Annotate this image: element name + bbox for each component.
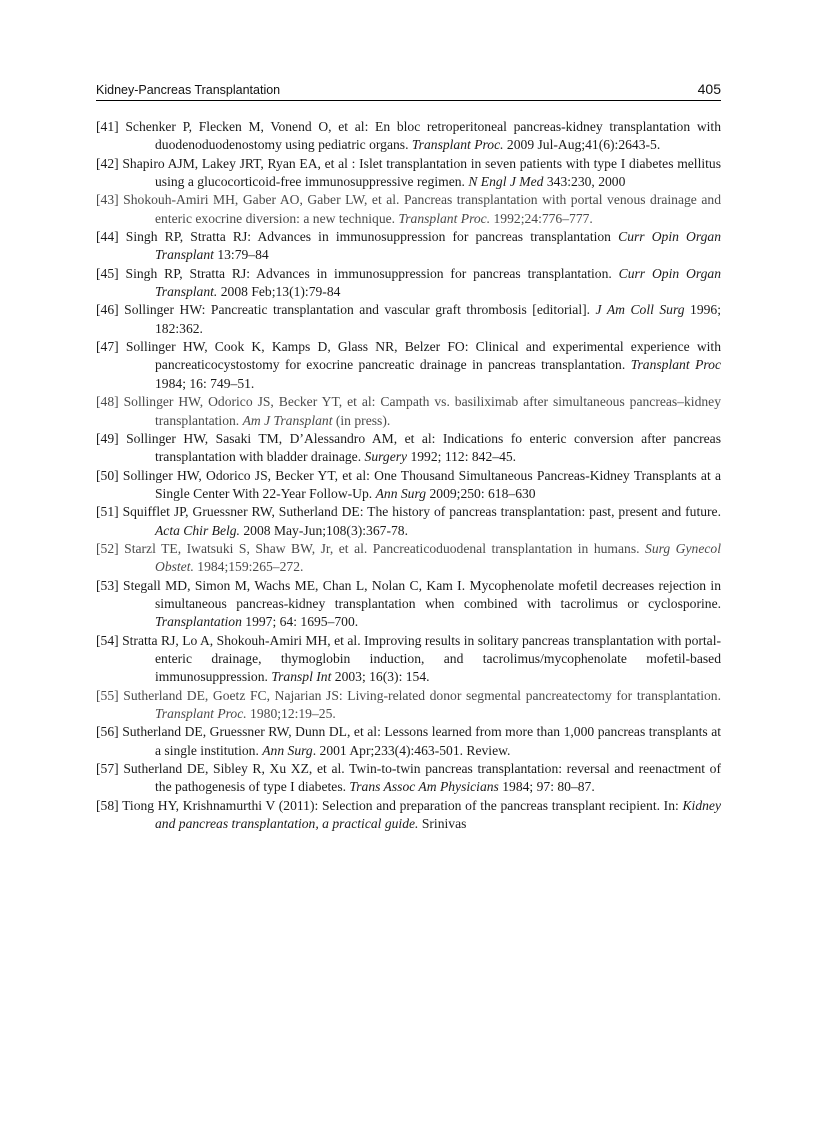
reference-text: 1996; 182:362. xyxy=(155,302,722,336)
running-header xyxy=(96,80,721,101)
reference-text: 1992;24:776–777. xyxy=(490,210,593,226)
reference-number: [42] xyxy=(96,155,123,171)
reference-text: 1980;12:19–25. xyxy=(246,706,336,721)
reference-text: Sollinger HW, Odorico JS, Becker YT, et al: One Thousand Simultaneous Pancreas-Kidney Transplants at a Single Center With 22-Year Follow-Up. xyxy=(122,467,721,501)
journal-title: Am J Transplant xyxy=(242,412,333,428)
journal-title: Transplant Proc. xyxy=(411,137,504,153)
journal-title: Acta Chir Belg. xyxy=(155,522,240,538)
reference-number: [44] xyxy=(96,229,126,245)
journal-title: Transplant Proc xyxy=(630,357,721,373)
reference-text: . 2001 Apr;233(4):463-501. Review. xyxy=(312,742,511,758)
reference-text: 13:79–84 xyxy=(213,247,269,263)
reference-text: Squifflet JP, Gruessner RW, Sutherland DE: The history of pancreas transplantation: past, present and future. xyxy=(122,504,721,520)
reference-text: Sutherland DE, Sibley R, Xu XZ, et al. Twin-to-twin pancreas transplantation: reversal and reenactment of the pathogenesis of type I diabetes. xyxy=(123,761,722,795)
reference-text: Shapiro AJM, Lakey JRT, Ryan EA, et al : Islet transplantation in seven patients with type I diabetes mellitus using a glucocorticoid-free immunosuppressive regimen. xyxy=(122,155,721,190)
reference-item xyxy=(96,540,721,577)
reference-item xyxy=(96,760,721,797)
journal-title: Ann Surg xyxy=(375,485,427,501)
reference-list xyxy=(96,118,721,833)
reference-item xyxy=(96,723,721,760)
journal-title: Surgery xyxy=(364,449,408,465)
reference-number: [53] xyxy=(96,577,124,593)
reference-text: 1984;159:265–272. xyxy=(193,559,304,575)
reference-text: Tiong HY, Krishnamurthi V (2011): Selection and preparation of the pancreas transplant recipient. In: xyxy=(122,797,683,813)
journal-title: Curr Opin Organ Transplant xyxy=(155,229,722,263)
header-title: Kidney-Pancreas Transplantation xyxy=(96,83,281,97)
reference-text: Srinivas xyxy=(418,816,467,832)
reference-text: 1984; 16: 749–51. xyxy=(155,375,255,391)
reference-text: Sutherland DE, Goetz FC, Najarian JS: Living-related donor segmental pancreatectomy for transplantation. xyxy=(123,687,722,703)
reference-item xyxy=(96,393,721,430)
reference-text: Sollinger HW: Pancreatic transplantation and vascular graft thrombosis [editorial]. xyxy=(124,302,596,318)
reference-number: [47] xyxy=(96,339,126,355)
reference-text: Shokouh-Amiri MH, Gaber AO, Gaber LW, et al. Pancreas transplantation with portal venous drainage and enteric exocrine diversion: a new technique. xyxy=(123,192,721,226)
reference-number: [52] xyxy=(96,540,125,556)
reference-item xyxy=(96,687,721,724)
reference-item xyxy=(96,797,721,834)
reference-number: [41] xyxy=(96,119,126,134)
reference-text: Stegall MD, Simon M, Wachs ME, Chan L, Nolan C, Kam I. Mycophenolate mofetil decreases rejection in simultaneous pancreas-kidney transplantation when combined with tacrolimus or cyclosporine. xyxy=(123,577,722,611)
reference-text: 1997; 64: 1695–700. xyxy=(241,614,359,630)
journal-title: Transplant Proc. xyxy=(398,210,491,226)
page-number: 405 xyxy=(697,81,721,97)
reference-item xyxy=(96,118,721,155)
reference-text: 2003; 16(3): 154. xyxy=(331,669,430,685)
reference-number: [45] xyxy=(96,265,126,281)
reference-text: Sollinger HW, Cook K, Kamps D, Glass NR, Belzer FO: Clinical and experimental experience with pancreaticocystostomy for exocrine pancreatic drainage in pancreas transplantation. xyxy=(125,339,722,373)
reference-number: [46] xyxy=(96,302,125,318)
reference-number: [43] xyxy=(96,192,124,208)
journal-title: Transpl Int xyxy=(271,669,332,685)
journal-title: J Am Coll Surg xyxy=(595,302,685,318)
reference-text: (in press). xyxy=(332,412,391,428)
journal-title: N Engl J Med xyxy=(468,174,544,190)
reference-item xyxy=(96,632,721,687)
reference-number: [50] xyxy=(96,467,123,483)
reference-text: 343:230, 2000 xyxy=(543,174,626,190)
reference-item xyxy=(96,228,721,265)
reference-item xyxy=(96,338,721,393)
reference-number: [54] xyxy=(96,632,123,648)
journal-title: Trans Assoc Am Physicians xyxy=(349,779,499,795)
reference-number: [48] xyxy=(96,394,124,410)
reference-text: Singh RP, Stratta RJ: Advances in immunosuppression for pancreas transplantation xyxy=(125,229,619,245)
reference-text: 1992; 112: 842–45. xyxy=(407,449,517,465)
reference-number: [56] xyxy=(96,724,123,740)
reference-text: Stratta RJ, Lo A, Shokouh-Amiri MH, et al. Improving results in solitary pancreas transplantation with portal-enteric drainage, thymoglobin induction, and tacrolimus/mycophenolate mofetil-based immunosuppression. xyxy=(122,632,722,685)
reference-text: 2008 Feb;13(1):79-84 xyxy=(217,284,341,300)
reference-item xyxy=(96,430,721,467)
reference-item xyxy=(96,265,721,302)
reference-text: 2008 May-Jun;108(3):367-78. xyxy=(239,522,408,538)
reference-number: [57] xyxy=(96,761,124,777)
reference-text: Schenker P, Flecken M, Vonend O, et al: En bloc retroperitoneal pancreas-kidney transplantation with duodenoduodenostomy using pediatric organs. xyxy=(125,119,722,153)
reference-text: 1984; 97: 80–87. xyxy=(498,779,595,795)
reference-item xyxy=(96,301,721,338)
journal-title: Ann Surg xyxy=(262,742,313,758)
reference-item xyxy=(96,155,721,192)
reference-text: Sollinger HW, Sasaki TM, D’Alessandro AM, et al: Indications fo enteric conversion after pancreas transplantation with bladder drainage. xyxy=(126,430,721,465)
journal-title: Curr Opin Organ Transplant. xyxy=(155,265,722,300)
reference-text: Sollinger HW, Odorico JS, Becker YT, et al: Campath vs. basiliximab after simultaneous pancreas–kidney transplantation. xyxy=(123,394,722,428)
reference-text: Sutherland DE, Gruessner RW, Dunn DL, et al: Lessons learned from more than 1,000 pancreas transplants at a single institution. xyxy=(122,724,722,758)
reference-item xyxy=(96,191,721,228)
reference-number: [51] xyxy=(96,504,123,520)
journal-title: Transplantation xyxy=(155,614,242,630)
reference-number: [49] xyxy=(96,430,127,446)
journal-title: Transplant Proc. xyxy=(155,706,247,721)
reference-number: [55] xyxy=(96,687,124,703)
reference-text: Singh RP, Stratta RJ: Advances in immunosuppression for pancreas transplantation. xyxy=(125,265,619,281)
journal-title: Kidney and pancreas transplantation, a practical guide. xyxy=(155,797,721,832)
reference-item xyxy=(96,467,721,504)
journal-title: Surg Gynecol Obstet. xyxy=(155,540,721,575)
reference-text: Starzl TE, Iwatsuki S, Shaw BW, Jr, et al. Pancreaticoduodenal transplantation in humans. xyxy=(124,540,646,556)
reference-item xyxy=(96,577,721,632)
reference-number: [58] xyxy=(96,797,123,813)
reference-text: 2009;250: 618–630 xyxy=(426,485,536,501)
reference-text: 2009 Jul-Aug;41(6):2643-5. xyxy=(503,137,661,153)
reference-item xyxy=(96,503,721,540)
